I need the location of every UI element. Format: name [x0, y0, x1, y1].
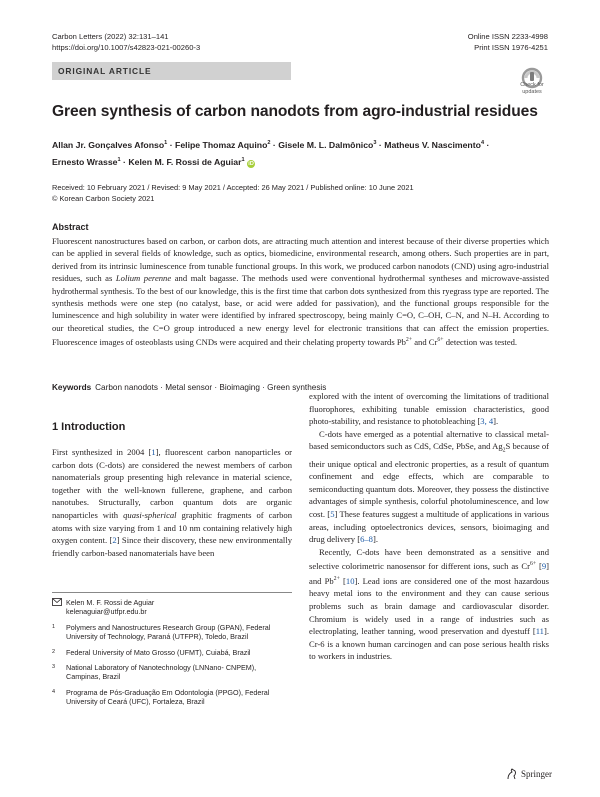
footnote-divider — [52, 592, 292, 593]
citation-link[interactable]: 6–8 — [360, 534, 373, 545]
keywords-label: Keywords — [52, 383, 92, 392]
author-separator: · — [270, 139, 279, 150]
abstract-body: Fluorescent nanostructures based on carbon, or carbon dots, are attracting much attention and interest because of their diverse properties which can be applied in several fields of knowledge, such as optics, biomedicine, environmental research, among others. Such properties are in part, derived from its intrinsic luminescence from tunable functional groups. In this work, we produced carbon nanodots (CND) using agro-industrial residues, such as Lolium perenne and malt bagasse. The methods used were conventional hydrothermal syntheses and microwave-assisted hydrothermal synthesis. To the best of our knowledge, this is the first time that carbon dots synthesized from this ryegrass type are reported. The synthesis methods were one step (no catalyst, base, or acid were added for passivation), and the functional groups responsible for the luminescence and high solubility in water were identified by infrared spectroscopy, being mainly C=O, C–OH, C–N, and N–H. According to our theoretical studies, the C=O group introduced a new energy level for electronic transitions that can affect the emission properties. Fluorescence images of osteoblasts using CNDs were acquired and their chelating property towards $Pb^{2+}$ and $Cr^{6+}$ detection was tested. — [52, 236, 549, 348]
paragraph: C-dots have emerged as a potential alternative to classical metal-based semiconductors such as CdS, CdSe, PbSe, and $Ag_2S$ because of their unique optical and electronic properties, as a result of quantum confinement and edge effects, which are comparable to semiconducting quantum dots. Moreover, they possess the distinctive advantages of simple synthesis, colorful photoluminescence, and low cost. [5] These features suggest a multitude of applications in various areas, including optoelectronics devices, sensors, bioimaging and drug delivery [6–8]. — [309, 428, 549, 545]
affiliation: 3 National Laboratory of Nanotechnology (LNNano- CNPEM), Campinas, Brazil — [52, 663, 257, 682]
affiliation-mark: 1 — [241, 157, 245, 164]
orcid-icon[interactable]: iD — [248, 161, 254, 168]
envelope-icon — [52, 598, 66, 617]
paragraph: Recently, C-dots have been demonstrated as a sensitive and selective colorimetric nanosensor for different ions, such as $Cr^{6+}$ [9] and $Pb^{2+}$ [10]. Lead ions are considered one of the most hazardous heavy metal ions to the environment and they can cause serious problems such as brain damage and cardiovascular disorder. Chromium is widely used in a range of industries such as electroplating, leather tanning, wood preservation and dyestuff [11]. Cr-6 is a known human carcinogen and can pose serious health risks to workers in industries. — [309, 546, 549, 662]
body-column-right — [309, 390, 549, 663]
affiliation-mark: 2 — [267, 140, 271, 146]
citation-link[interactable]: 1 — [151, 447, 156, 457]
author-name[interactable]: Ernesto Wrasse — [52, 157, 118, 168]
author-separator: · — [167, 139, 176, 150]
copyright: © Korean Carbon Society 2021 — [52, 193, 155, 203]
abstract-heading: Abstract — [52, 222, 89, 232]
author-name[interactable]: Allan Jr. Gonçalves Afonso — [52, 139, 165, 150]
author-name[interactable]: Matheus V. Nascimento — [384, 139, 481, 150]
body-column-left — [52, 446, 292, 559]
keywords-list: Carbon nanodots · Metal sensor · Bioimaging · Green synthesis — [95, 383, 327, 392]
history-dates: Received: 10 February 2021 / Revised: 9 May 2021 / Accepted: 26 May 2021 / Published online: 10 June 2021 — [52, 183, 414, 192]
section-heading-introduction: 1 Introduction — [52, 421, 126, 433]
publisher-name: Springer — [521, 769, 552, 779]
issn-online: Online ISSN 2233-4998 — [467, 32, 548, 41]
paragraph: explored with the intent of overcoming the limitations of traditional fluorophores, exhibiting tunable emission characteristics, good photo-stability, and resistance to photobleaching [3, 4]. — [309, 391, 549, 427]
affiliation: 2 Federal University of Mato Grosso (UFMT), Cuiabá, Brazil — [52, 647, 251, 657]
footnotes — [52, 598, 292, 713]
affiliation-mark: 1 — [164, 140, 168, 146]
citation-link[interactable]: 3, 4 — [480, 416, 494, 427]
publisher-logo — [506, 768, 552, 780]
running-header-right — [468, 31, 548, 53]
author-line-2 — [52, 153, 552, 170]
running-header-left — [52, 31, 200, 53]
keywords — [52, 383, 326, 392]
citation-link[interactable]: 5 — [330, 509, 335, 520]
citation-link[interactable]: 9 — [541, 561, 547, 572]
citation-link[interactable]: 2 — [112, 535, 117, 546]
affiliation-mark: 4 — [480, 140, 485, 146]
springer-horse-icon — [506, 768, 518, 780]
author-name[interactable]: Gisele M. L. Dalmônico — [278, 139, 374, 150]
author-separator: · — [484, 139, 490, 150]
affiliation-mark: 3 — [373, 140, 377, 146]
affiliation: 4 Programa de Pós-Graduação Em Odontologia (PPGO), Federal University of Ceará (UFC), Fortaleza, Brazil — [52, 687, 270, 707]
paragraph: First synthesized in 2004 [1], fluorescent carbon nanoparticles or carbon dots (C-dots) are considered the newest members of carbon nanomaterials group presenting high relevance in material science, together with the well-known fullerene, graphene, and carbon nanotubes. Structurally, carbon quantum dots are organic nanoparticles with quasi-spherical graphitic fragments of carbon atoms with size varying from 1 and 10 nm containing relatively high oxygen content. [2] Since their discovery, these new environmentally friendly carbon-based nanomaterials have been — [52, 447, 293, 558]
citation-link[interactable]: 11 — [535, 626, 544, 637]
publication-history — [52, 183, 414, 204]
article-type-banner: ORIGINAL ARTICLE — [52, 62, 291, 80]
citation-link[interactable]: 10 — [345, 575, 355, 586]
affiliation: 1 Polymers and Nanostructures Research Group (GPAN), Federal University of Technology, Paraná (UTFPR), Toledo, Brazil — [52, 622, 271, 642]
author-line-1 — [52, 136, 552, 153]
journal-citation: Carbon Letters (2022) 32:131–141 — [52, 32, 169, 41]
author-name[interactable]: Felipe Thomaz Aquino — [175, 139, 268, 150]
corresponding-name: Kelen M. F. Rossi de Aguiar — [66, 598, 155, 607]
corresponding-author — [52, 598, 292, 617]
corresponding-email[interactable]: kelenaguiar@utfpr.edu.br — [66, 607, 147, 617]
issn-print: Print ISSN 1976-4251 — [474, 43, 548, 52]
author-list — [52, 136, 552, 171]
doi-link[interactable]: https://doi.org/10.1007/s42823-021-00260-3 — [52, 43, 201, 52]
author-separator: · — [120, 157, 129, 168]
check-for-updates-label[interactable]: Check for updates — [520, 82, 544, 95]
affiliation-mark: 1 — [117, 157, 121, 164]
author-separator: · — [376, 139, 385, 150]
author-name[interactable]: Kelen M. F. Rossi de Aguiar — [128, 157, 242, 168]
paper-title: Green synthesis of carbon nanodots from agro-industrial residues — [52, 103, 538, 120]
